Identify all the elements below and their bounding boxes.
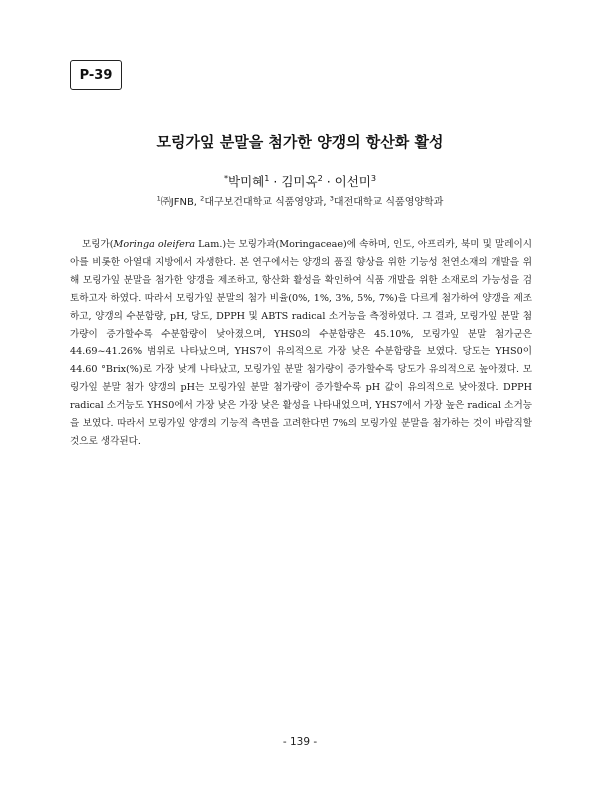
affiliation-index: 1 bbox=[156, 194, 161, 203]
author-name: 이선미 bbox=[334, 174, 371, 189]
affiliation-list bbox=[0, 193, 600, 208]
poster-id-label: P-39 bbox=[79, 67, 113, 83]
author-name: 박미혜 bbox=[228, 174, 265, 189]
abstract-text: Lam.)는 모링가과(Moringaceae)에 속하며, 인도, 아프리카, 북미 및 말레이시아를 비롯한 아열대 지방에서 자생한다. 본 연구에서는 양갱의 품질 향상을 위한 기능성 천연소재의 개발을 위해 모링가잎 분말을 첨가한 양갱을 제조하고, 항산화 활성을 확인하여 식품 개발을 위한 소재로의 가능성을 검토하고자 하였다. 따라서 모링가잎 분말의 첨가 비율(0%, 1%, 3%, 5%, 7%)을 다르게 첨가하여 양갱을 제조하고, 양갱의 수분함량, pH, 당도, DPPH 및 ABTS radical 소거능을 측정하였다. 그 결과, 모링가잎 분말 첨가량이 증가할수록 수분함량이 낮아졌으며, YHS0의 수분함량은 45.10%, 모링가잎 분말 첨가군은 44.69~41.26% 범위로 나타났으며, YHS7이 유의적으로 가장 낮은 수분함량을 보였다. 당도는 YHS0이 44.60 °Brix(%)로 가장 낮게 나타났고, 모링가잎 분말 첨가량이 증가할수록 당도가 유의적으로 높아졌다. 모링가잎 분말 첨가 양갱의 pH는 모링가잎 분말 첨가량이 증가할수록 pH 값이 유의적으로 낮아졌다. DPPH radical 소거능도 YHS0에서 가장 낮은 가장 낮은 활성을 나타내었으며, YHS7에서 가장 높은 radical 소거능을 보였다. 따라서 모링가잎 양갱의 기능적 측면을 고려한다면 7%의 모링가잎 분말을 첨가하는 것이 바람직할 것으로 생각된다. bbox=[70, 239, 533, 447]
abstract-body bbox=[70, 236, 532, 451]
affiliation-text: 대전대학교 식품영양학과 bbox=[333, 197, 444, 208]
author-affiliation-index: 3 bbox=[370, 172, 377, 183]
affiliation-index: 2 bbox=[200, 194, 205, 203]
author-list bbox=[0, 172, 600, 190]
page-number: - 139 - bbox=[282, 736, 318, 748]
species-name-italic: Moringa oleifera bbox=[113, 239, 196, 250]
affiliation-text: 대구보건대학교 식품영양과, bbox=[204, 197, 330, 208]
paper-title: 모링가잎 분말을 첨가한 양갱의 항산화 활성 bbox=[156, 133, 444, 151]
affiliation-index: 3 bbox=[329, 194, 334, 203]
author-separator: · bbox=[269, 174, 282, 189]
affiliation-text: ㈜JFNB, bbox=[160, 197, 201, 208]
corresponding-author-mark: * bbox=[223, 172, 228, 183]
author-separator: · bbox=[322, 174, 335, 189]
poster-id-badge bbox=[70, 60, 122, 90]
author-affiliation-index: 2 bbox=[317, 172, 323, 183]
author-name: 김미옥 bbox=[281, 174, 318, 189]
author-affiliation-index: 1 bbox=[264, 172, 270, 183]
abstract-lead: 모링가( bbox=[82, 239, 114, 250]
